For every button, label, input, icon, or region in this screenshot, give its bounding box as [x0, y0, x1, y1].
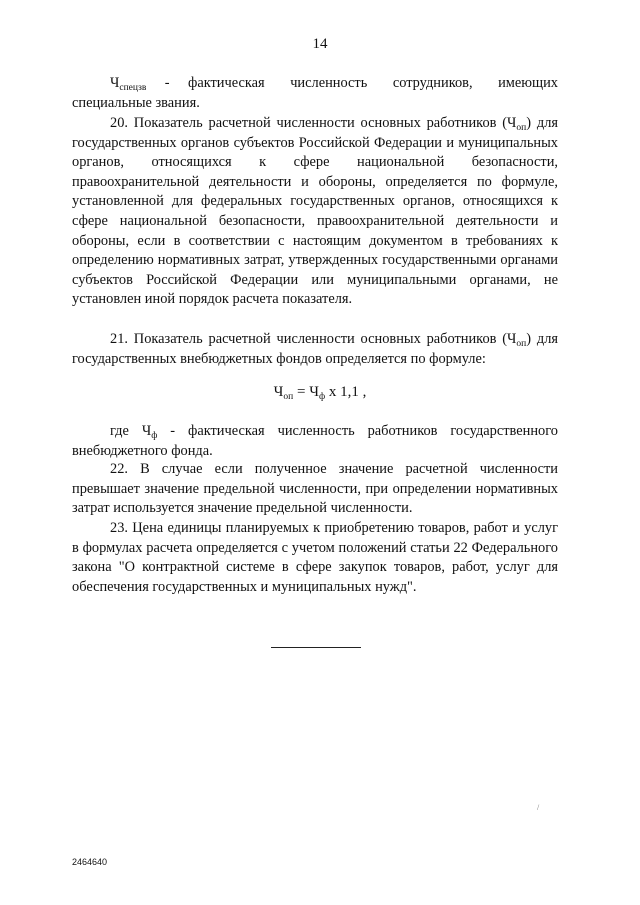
paragraph-20: 20. Показатель расчетной численности основных работников $(Ч_{оп})$ для государственных органов субъектов Российской Федерации и муниципальных органов, относящихся к сфере национальной безопасности, правоохранительной деятельности и обороны, определяется по формуле, установленной для федеральных государственных органов, относящихся к сфере национальной безопасности, правоохранительной деятельности и обороны, если в соответствии с настоящим документом в требованиях к определению нормативных затрат, утвержденных государственными органами субъектов Российской Федерации или муниципальными органами, не установлен иной порядок расчета показателя.	[72, 115, 558, 308]
definition-block	[72, 74, 558, 113]
end-divider	[271, 647, 361, 648]
paragraph-21: 21. Показатель расчетной численности основных работников $(Ч_{оп})$ для государственных внебюджетных фондов определяется по формуле:	[72, 331, 558, 367]
formula-explanation: где $Ч_ф$ - фактическая численность работников государственного внебюджетного фонда.	[72, 423, 558, 459]
paragraph-22: 22. В случае если полученное значение расчетной численности превышает значение предельной численности, при определении нормативных затрат используется значение предельной численности.	[72, 461, 558, 517]
definition-line	[72, 74, 558, 94]
definition-text: фактическая численность сотрудников, имеющих	[188, 75, 558, 91]
definition-dash: -	[164, 75, 170, 91]
paragraph-23: 23. Цена единицы планируемых к приобретению товаров, работ и услуг в формулах расчета определяется с учетом положений статьи 22 Федерального закона "О контрактной системе в сфере закупок товаров, работ, услуг для обеспечения государственных и муниципальных нужд".	[72, 520, 558, 595]
definition-continuation: специальные звания.	[72, 94, 200, 111]
corner-mark: /	[537, 803, 540, 812]
formula: $Ч_{оп} = Ч_ф$ x 1,1 ,	[273, 384, 367, 402]
definition-symbol: $Ч_{спецзв}$	[110, 75, 147, 93]
page-number: 14	[312, 36, 328, 52]
document-id: 2464640	[72, 857, 108, 867]
